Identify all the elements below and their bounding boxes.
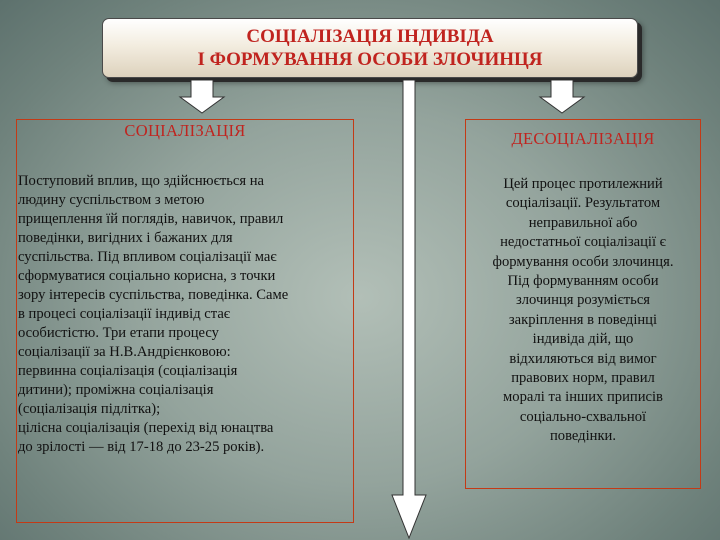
center-long-arrow-icon [384,80,434,540]
text-line: зору інтересів суспільства, поведінка. Саме [18,287,289,303]
right-down-arrow-icon [538,80,586,114]
text-line: поведінки, вигідних і бажаних для [18,230,233,246]
title-banner [102,18,638,78]
socialization-heading: СОЦІАЛІЗАЦІЯ [124,121,246,140]
text-line: соціально-схвальної [519,408,647,425]
text-line: дитини); проміжна соціалізація [18,382,214,398]
socialization-text [18,172,356,457]
text-line: до зрілості — від 17-18 до 23-25 років). [18,439,265,455]
text-line: неправильної або [528,214,638,231]
text-line: особистістю. Три етапи процесу [18,325,219,341]
text-line: в процесі соціалізації індивід стає [18,306,231,322]
text-line: відхиляються від вимог [509,350,657,367]
left-down-arrow-icon [178,80,226,114]
text-line: Цей процес протилежний [503,176,663,192]
text-line: формування особи злочинця. [492,253,674,270]
text-line: моралі та інших приписів [503,389,663,406]
desocialization-heading: ДЕСОЦІАЛІЗАЦІЯ [511,129,655,148]
text-line: первинна соціалізація (соціалізація [18,363,238,379]
text-line: суспільства. Під впливом соціалізації має [18,249,277,265]
text-line: правових норм, правил [511,370,655,387]
text-line: соціалізації. Результатом [505,195,661,212]
text-line: Поступовий вплив, що здійснюється на [18,173,264,189]
text-line: Під формуванням особи [507,273,659,290]
title-line-2: І ФОРМУВАННЯ ОСОБИ ЗЛОЧИНЦЯ [197,49,543,70]
text-line: (соціалізація підлітка); [18,401,161,417]
text-line: сформуватися соціально корисна, з точки [18,268,276,284]
text-line: людину суспільством з метою [18,192,205,208]
text-line: індивіда дій, що [532,331,634,348]
text-line: злочинця розуміється [515,292,651,309]
text-line: недостатньої соціалізації є [500,234,666,251]
desocialization-text [465,175,701,447]
text-line: закріплення в поведінці [508,311,658,328]
title-line-1: СОЦІАЛІЗАЦІЯ ІНДИВІДА [246,26,494,47]
text-line: цілісна соціалізація (перехід від юнацтва [18,420,274,436]
text-line: поведінки. [549,428,617,445]
text-line: соціалізації за Н.В.Андрієнковою: [18,344,231,360]
text-line: прищеплення їй поглядів, навичок, правил [18,211,284,227]
